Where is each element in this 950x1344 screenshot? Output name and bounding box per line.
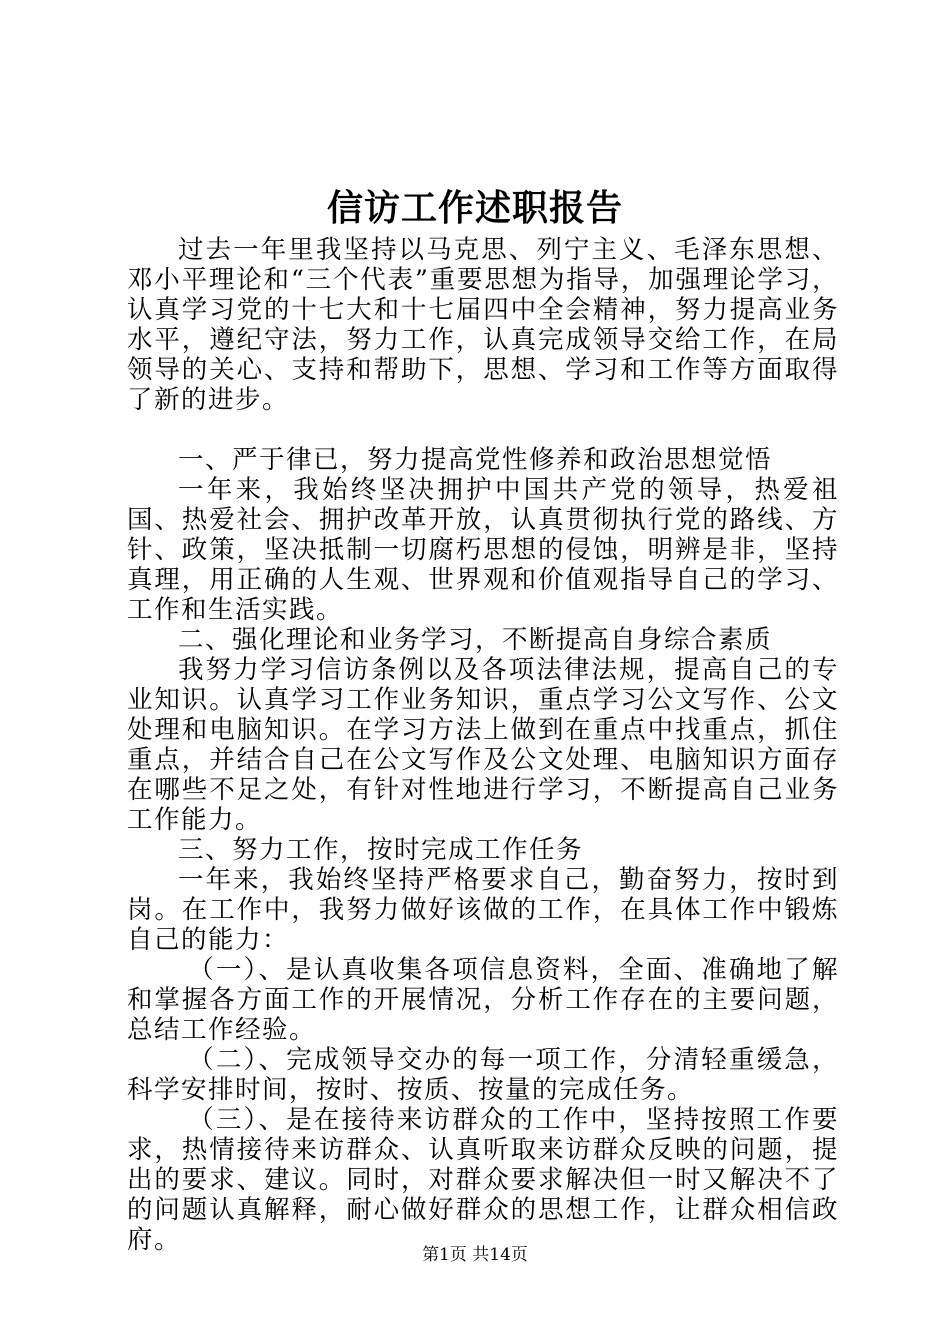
document-body xyxy=(127,235,839,1255)
section-paragraph-2: 我努力学习信访条例以及各项法律法规，提高自己的专业知识。认真学习工作业务知识，重点学习公文写作、公文处理和电脑知识。在学习方法上做到在重点中找重点，抓住重点，并结合自己在公文写作及公文处理、电脑知识方面存在哪些不足之处，有针对性地进行学习，不断提高自己业务工作能力。 xyxy=(127,655,839,835)
list-item: （三）、是在接待来访群众的工作中，坚持按照工作要求，热情接待来访群众、认真听取来访群众反映的问题，提出的要求、建议。同时，对群众要求解决但一时又解决不了的问题认真解释，耐心做好群众的思想工作，让群众相信政府。 xyxy=(127,1105,839,1255)
section-paragraph-3: 一年来，我始终坚持严格要求自己，勤奋努力，按时到岗。在工作中，我努力做好该做的工作，在具体工作中锻炼自己的能力： xyxy=(127,865,839,955)
section-heading-3: 三、努力工作，按时完成工作任务 xyxy=(178,835,584,865)
list-item: （二）、完成领导交办的每一项工作，分清轻重缓急，科学安排时间，按时、按质、按量的完成任务。 xyxy=(127,1045,839,1105)
paragraph-gap xyxy=(127,415,839,445)
intro-paragraph: 过去一年里我坚持以马克思、列宁主义、毛泽东思想、邓小平理论和“三个代表”重要思想为指导，加强理论学习，认真学习党的十七大和十七届四中全会精神，努力提高业务水平，遵纪守法，努力工作，认真完成领导交给工作，在局领导的关心、支持和帮助下，思想、学习和工作等方面取得了新的进步。 xyxy=(127,235,839,415)
page-number-footer: 第1页 共14页 xyxy=(422,1245,528,1265)
section-heading-2: 二、强化理论和业务学习，不断提高自身综合素质 xyxy=(178,625,773,655)
list-item: （一）、是认真收集各项信息资料，全面、准确地了解和掌握各方面工作的开展情况，分析工作存在的主要问题，总结工作经验。 xyxy=(127,955,839,1045)
section-heading-1: 一、严于律已，努力提高党性修养和政治思想觉悟 xyxy=(178,445,773,475)
document-title: 信访工作述职报告 xyxy=(326,187,623,229)
section-paragraph-1: 一年来，我始终坚决拥护中国共产党的领导，热爱祖国、热爱社会、拥护改革开放，认真贯彻执行党的路线、方针、政策，坚决抵制一切腐朽思想的侵蚀，明辨是非，坚持真理，用正确的人生观、世界观和价值观指导自己的学习、工作和生活实践。 xyxy=(127,475,839,625)
